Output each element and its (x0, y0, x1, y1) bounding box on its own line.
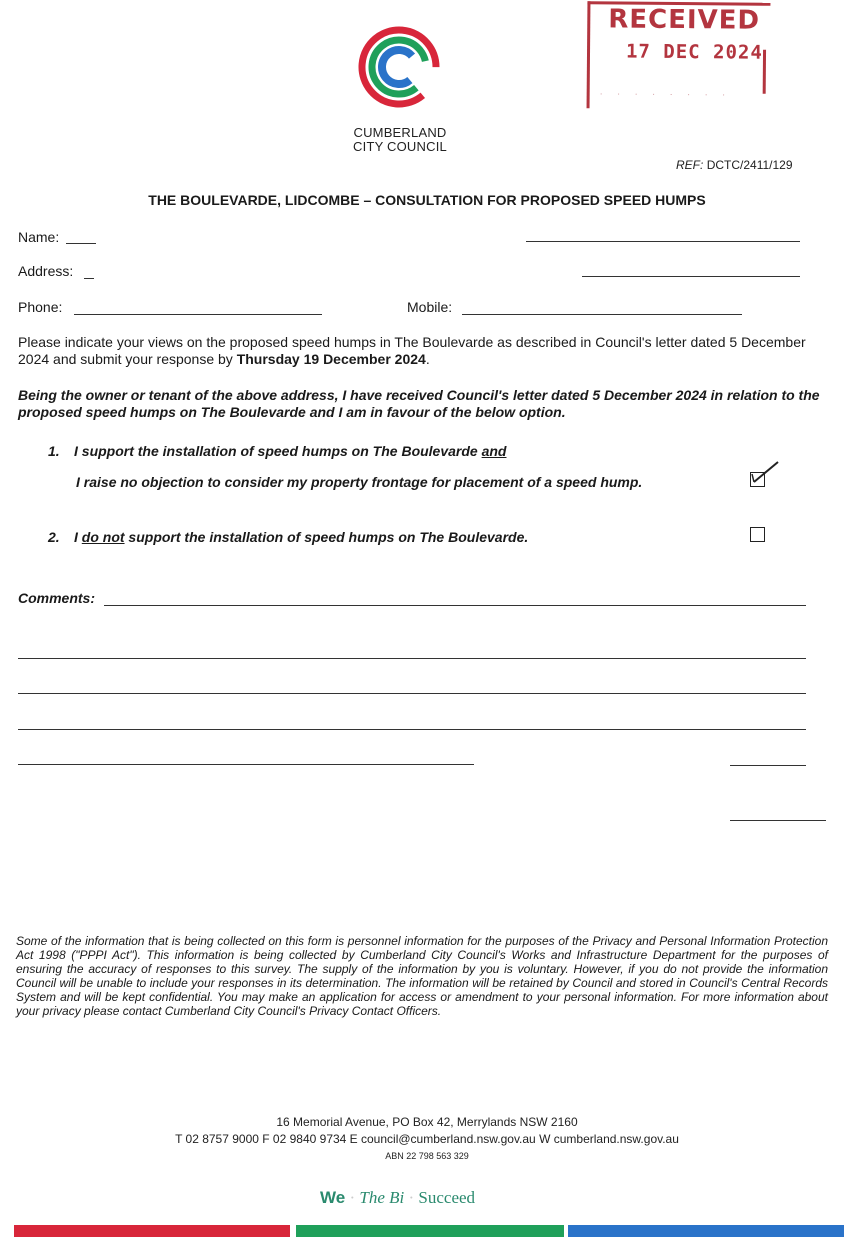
comments-line-5-end[interactable] (730, 765, 806, 766)
instructions (18, 334, 830, 368)
option-2-number: 2. (48, 529, 60, 545)
stamp-date: 17 DEC 2024 (625, 40, 763, 64)
slogan-part-1: We (320, 1188, 346, 1207)
declaration: Being the owner or tenant of the above address, I have received Council's letter dated 5 December 2024 in relation to the proposed speed humps on The Boulevarde and I am in favour of the below option. (18, 387, 820, 420)
reference-number (676, 158, 793, 172)
council-name-line1: CUMBERLAND (353, 125, 447, 140)
comments-line-1[interactable] (104, 605, 806, 606)
address-label: Address: (18, 263, 74, 279)
ref-value: DCTC/2411/129 (706, 158, 793, 172)
checkmark-icon (748, 458, 782, 488)
document-title: THE BOULEVARDE, LIDCOMBE – CONSULTATION FOR PROPOSED SPEED HUMPS (148, 192, 706, 208)
slogan-gap-1: · (349, 1188, 356, 1207)
phone-line[interactable] (74, 314, 322, 315)
comments-line-6-end[interactable] (730, 820, 826, 821)
address-line[interactable] (84, 278, 94, 279)
stamp-mark (763, 50, 766, 94)
mobile-line[interactable] (462, 314, 742, 315)
option-1-number: 1. (48, 443, 60, 459)
option-2-do-not: do not (81, 529, 125, 545)
privacy-notice: Some of the information that is being collected on this form is personnel information for the purposes of the Privacy and Personal Information Protection Act 1998 ("PPPI Act"). This information is being collected by Cumberland City Council's Works and Infrastructure Department for the purposes of ensuring the accuracy of responses to this survey. The supply of the information by you is voluntary. However, if you do not provide the information Council will be unable to include your responses in its determination. The information will be retained by Council and stored in Council's Central Records System and will be kept confidential. You may make an application for access or amendment to your personal information. For more information about your privacy please contact Cumberland City Council's Privacy Contact Officers. (16, 934, 828, 1018)
slogan-gap-2: · (408, 1188, 415, 1207)
option-1-line2: I raise no objection to consider my property frontage for placement of a speed hump. (76, 474, 643, 490)
footer-address: 16 Memorial Avenue, PO Box 42, Merrylands NSW 2160 (276, 1115, 578, 1129)
comments-line-4[interactable] (18, 729, 806, 730)
deadline: Thursday 19 December 2024 (236, 351, 426, 367)
stamp-faded-text: · · · · · · · · (599, 88, 732, 100)
option-2-post: support the installation of speed humps on The Boulevarde. (124, 529, 529, 545)
slogan-part-2: The Bi (359, 1188, 405, 1207)
option-2-pre: I (74, 529, 82, 545)
footer-contacts: T 02 8757 9000 F 02 9840 9734 E council@cumberland.nsw.gov.au W cumberland.nsw.gov.au (175, 1132, 679, 1146)
name-label: Name: (18, 229, 60, 245)
comments-label: Comments: (18, 590, 96, 606)
name-line-end[interactable] (526, 241, 800, 242)
instructions-text: Please indicate your views on the proposed speed humps in The Boulevarde as described in Council's letter dated 5 December 2024 and submit your response by (18, 334, 806, 367)
option-1-text: I support the installation of speed humps on The Boulevarde (74, 443, 482, 459)
ref-label: REF: (676, 158, 704, 172)
option-1-line1 (74, 443, 506, 459)
footer-abn: ABN 22 798 563 329 (385, 1151, 469, 1161)
footer-band-green (296, 1225, 564, 1237)
council-logo (356, 24, 442, 110)
option-2-checkbox[interactable] (750, 527, 765, 542)
phone-label: Phone: (18, 299, 63, 315)
address-line-end[interactable] (582, 276, 800, 277)
comments-line-2[interactable] (18, 658, 806, 659)
option-2-text (74, 529, 528, 545)
footer-band-red (14, 1225, 290, 1237)
slogan (320, 1188, 475, 1208)
council-name (340, 126, 460, 154)
footer-band-blue (568, 1225, 844, 1237)
name-line[interactable] (66, 243, 96, 244)
comments-line-3[interactable] (18, 693, 806, 694)
slogan-part-3: Succeed (418, 1188, 476, 1207)
instructions-end: . (425, 351, 430, 367)
option-1-and: and (481, 443, 507, 459)
received-stamp (587, 1, 771, 110)
mobile-label: Mobile: (407, 299, 453, 315)
comments-line-5[interactable] (18, 764, 474, 765)
stamp-word: RECEIVED (608, 4, 761, 36)
council-name-line2: CITY COUNCIL (353, 139, 447, 154)
